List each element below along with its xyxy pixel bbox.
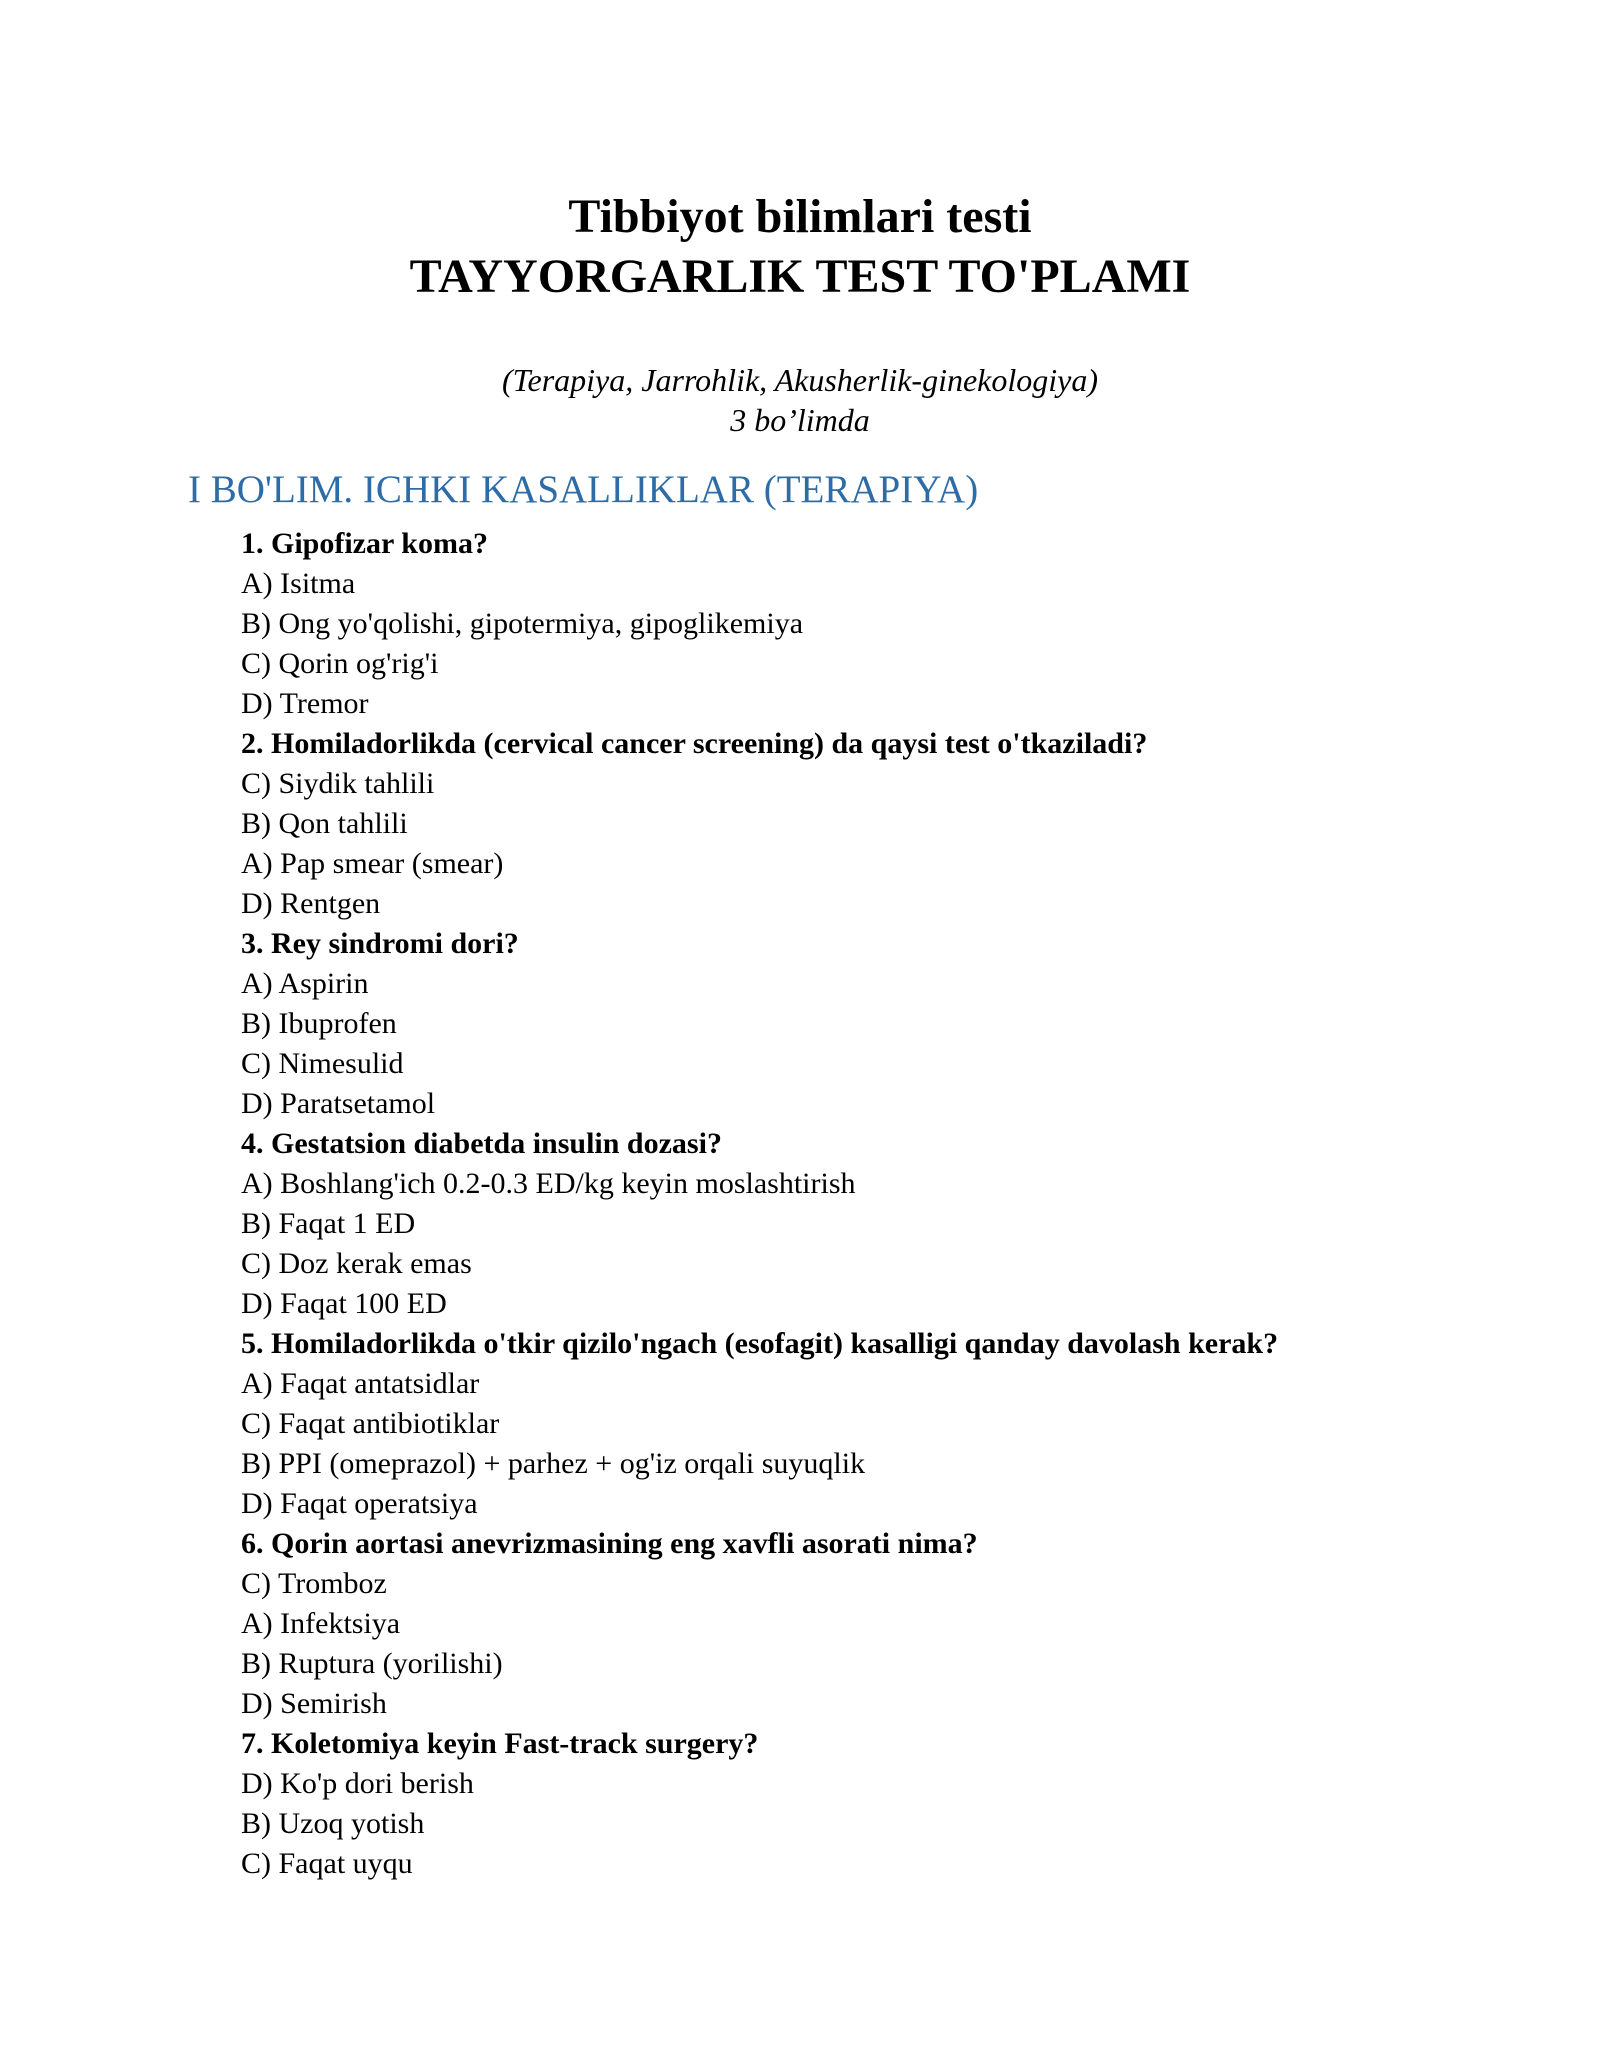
subtitle-block	[0, 360, 1600, 440]
answer-option: D) Semirish	[241, 1687, 387, 1720]
question-block	[241, 1124, 1441, 1324]
section-heading: I BO'LIM. ICHKI KASALLIKLAR (TERAPIYA)	[188, 468, 979, 511]
answer-option: A) Boshlang'ich 0.2-0.3 ED/kg keyin moslashtirish	[241, 1167, 856, 1200]
answer-option: B) Uzoq yotish	[241, 1807, 425, 1840]
answer-option: D) Rentgen	[241, 887, 381, 920]
subtitle-parts: 3 bo’limda	[730, 402, 870, 438]
answer-option: B) PPI (omeprazol) + parhez + og'iz orqali suyuqlik	[241, 1447, 866, 1480]
document-subtitle-heading: TAYYORGARLIK TEST TO'PLAMI	[409, 250, 1191, 303]
answer-option: B) Faqat 1 ED	[241, 1207, 416, 1240]
question-text: 1. Gipofizar koma?	[241, 527, 488, 560]
answer-option: D) Ko'p dori berish	[241, 1767, 474, 1800]
question-block	[241, 1524, 1441, 1724]
title-block	[0, 187, 1600, 307]
answer-option: C) Faqat uyqu	[241, 1847, 413, 1880]
document-title: Tibbiyot bilimlari testi	[568, 190, 1032, 243]
answer-option: B) Ong yo'qolishi, gipotermiya, gipoglikemiya	[241, 607, 804, 640]
answer-option: B) Ruptura (yorilishi)	[241, 1647, 503, 1680]
question-block	[241, 524, 1441, 724]
question-text: 7. Koletomiya keyin Fast-track surgery?	[241, 1727, 759, 1760]
answer-option: D) Paratsetamol	[241, 1087, 436, 1120]
answer-option: C) Qorin og'rig'i	[241, 647, 439, 680]
answer-option: C) Siydik tahlili	[241, 767, 435, 800]
subtitle-topics: (Terapiya, Jarrohlik, Akusherlik-ginekologiya)	[501, 362, 1099, 398]
question-text: 6. Qorin aortasi anevrizmasining eng xavfli asorati nima?	[241, 1527, 978, 1560]
question-text: 5. Homiladorlikda o'tkir qizilo'ngach (esofagit) kasalligi qanday davolash kerak?	[241, 1327, 1279, 1360]
answer-option: D) Faqat operatsiya	[241, 1487, 478, 1520]
question-list	[241, 524, 1441, 1884]
answer-option: A) Aspirin	[241, 967, 369, 1000]
answer-option: C) Tromboz	[241, 1567, 387, 1600]
answer-option: D) Tremor	[241, 687, 369, 720]
question-text: 2. Homiladorlikda (cervical cancer screening) da qaysi test o'tkaziladi?	[241, 727, 1148, 760]
answer-option: C) Nimesulid	[241, 1047, 404, 1080]
question-block	[241, 1324, 1441, 1524]
answer-option: B) Ibuprofen	[241, 1007, 397, 1040]
question-block	[241, 724, 1441, 924]
question-text: 3. Rey sindromi dori?	[241, 927, 519, 960]
question-block	[241, 1724, 1441, 1884]
answer-option: A) Pap smear (smear)	[241, 847, 504, 880]
question-block	[241, 924, 1441, 1124]
answer-option: C) Doz kerak emas	[241, 1247, 472, 1280]
answer-option: A) Isitma	[241, 567, 356, 600]
answer-option: B) Qon tahlili	[241, 807, 408, 840]
answer-option: D) Faqat 100 ED	[241, 1287, 447, 1320]
answer-option: C) Faqat antibiotiklar	[241, 1407, 500, 1440]
question-text: 4. Gestatsion diabetda insulin dozasi?	[241, 1127, 722, 1160]
answer-option: A) Infektsiya	[241, 1607, 401, 1640]
answer-option: A) Faqat antatsidlar	[241, 1367, 480, 1400]
